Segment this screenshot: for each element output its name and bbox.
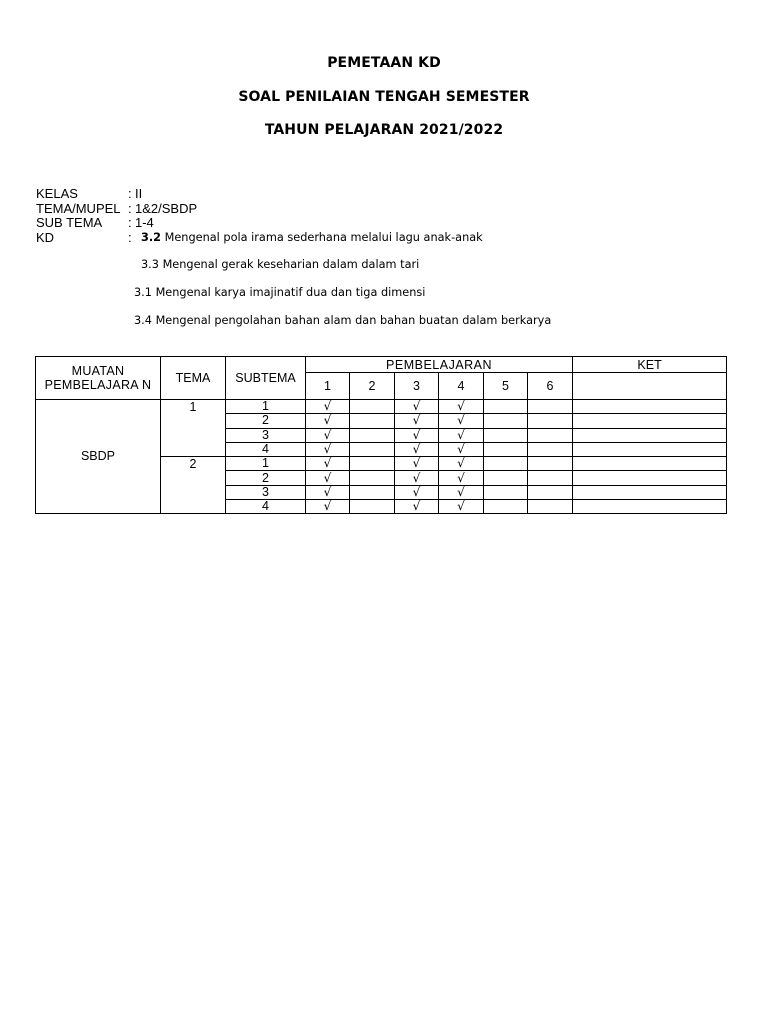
- check-cell: [484, 457, 528, 471]
- check-cell: √: [306, 442, 350, 456]
- check-cell: [528, 485, 573, 499]
- muatan-cell: SBDP: [36, 400, 161, 514]
- check-cell: √: [439, 428, 484, 442]
- check-cell: √: [395, 471, 439, 485]
- check-cell: [350, 457, 395, 471]
- check-cell: [528, 471, 573, 485]
- check-cell: [350, 485, 395, 499]
- check-cell: √: [439, 414, 484, 428]
- info-label: KD: [36, 229, 55, 245]
- header-muatan-pembelajaran: MUATAN PEMBELAJARA N: [36, 357, 161, 400]
- check-cell: [484, 414, 528, 428]
- check-cell: √: [395, 414, 439, 428]
- check-cell: √: [395, 442, 439, 456]
- table-row: [36, 400, 727, 414]
- check-cell: [350, 400, 395, 414]
- check-cell: [484, 500, 528, 514]
- info-label: SUB TEMA: [36, 215, 103, 230]
- kd-item: [141, 231, 483, 244]
- check-cell: √: [395, 400, 439, 414]
- tema-cell: 1: [161, 400, 226, 457]
- header-ket-blank: [573, 373, 727, 400]
- check-cell: [484, 442, 528, 456]
- info-value: II: [135, 186, 143, 201]
- check-cell: √: [439, 400, 484, 414]
- kd-text: Mengenal gerak keseharian dalam dalam tari: [162, 258, 420, 271]
- header-pembelajaran: PEMBELAJARAN: [306, 357, 573, 373]
- info-separator: :: [128, 200, 132, 216]
- header-pembelajaran-number: 2: [350, 373, 395, 400]
- kd-number: 3.1: [134, 286, 152, 299]
- kd-number: 3.3: [141, 258, 159, 271]
- check-cell: [350, 500, 395, 514]
- header-pembelajaran-number: 1: [306, 373, 350, 400]
- check-cell: √: [439, 485, 484, 499]
- info-separator: :: [128, 186, 132, 201]
- check-cell: √: [395, 500, 439, 514]
- ket-cell: [573, 400, 727, 414]
- subtema-cell: 1: [226, 457, 306, 471]
- header-tema: TEMA: [161, 357, 226, 400]
- check-cell: [350, 442, 395, 456]
- subtema-cell: 1: [226, 400, 306, 414]
- header-pembelajaran-number: 4: [439, 373, 484, 400]
- check-cell: [528, 442, 573, 456]
- kd-number: 3.2: [141, 231, 162, 244]
- check-cell: [528, 428, 573, 442]
- check-cell: √: [306, 457, 350, 471]
- check-cell: [350, 414, 395, 428]
- ket-cell: [573, 485, 727, 499]
- check-cell: √: [439, 457, 484, 471]
- check-cell: [484, 428, 528, 442]
- kd-number: 3.4: [134, 314, 152, 327]
- mapping-table: [35, 356, 727, 514]
- subtema-cell: 3: [226, 428, 306, 442]
- subtema-cell: 4: [226, 500, 306, 514]
- ket-cell: [573, 457, 727, 471]
- check-cell: √: [306, 400, 350, 414]
- header-ket: KET: [573, 357, 727, 373]
- kd-item: [141, 258, 419, 271]
- check-cell: √: [439, 500, 484, 514]
- academic-year-title: TAHUN PELAJARAN 2021/2022: [264, 122, 504, 138]
- info-separator: :: [128, 215, 132, 230]
- check-cell: [484, 485, 528, 499]
- ket-cell: [573, 414, 727, 428]
- check-cell: [484, 400, 528, 414]
- info-label: TEMA/MUPEL: [36, 200, 121, 216]
- check-cell: [528, 457, 573, 471]
- subtema-cell: 3: [226, 485, 306, 499]
- kd-text: Mengenal pengolahan bahan alam dan bahan buatan dalam berkarya: [155, 314, 552, 327]
- kd-text: Mengenal karya imajinatif dua dan tiga dimensi: [155, 286, 426, 299]
- info-label: KELAS: [36, 186, 78, 201]
- check-cell: √: [395, 485, 439, 499]
- check-cell: √: [306, 414, 350, 428]
- header-pembelajaran-number: 5: [484, 373, 528, 400]
- check-cell: √: [306, 471, 350, 485]
- subtema-cell: 2: [226, 414, 306, 428]
- check-cell: √: [395, 428, 439, 442]
- kd-item: [134, 286, 425, 299]
- check-cell: √: [306, 500, 350, 514]
- header-pembelajaran-number: 3: [395, 373, 439, 400]
- ket-cell: [573, 428, 727, 442]
- document-subtitle: SOAL PENILAIAN TENGAH SEMESTER: [238, 89, 530, 105]
- info-value: 1-4: [135, 215, 154, 230]
- check-cell: √: [306, 428, 350, 442]
- check-cell: √: [306, 485, 350, 499]
- header-pembelajaran-number: 6: [528, 373, 573, 400]
- tema-cell: 2: [161, 457, 226, 514]
- check-cell: [350, 471, 395, 485]
- info-separator: :: [128, 229, 132, 245]
- kd-item: [134, 314, 551, 327]
- subtema-cell: 2: [226, 471, 306, 485]
- check-cell: [528, 500, 573, 514]
- header-subtema: SUBTEMA: [226, 357, 306, 400]
- ket-cell: [573, 442, 727, 456]
- info-value: 1&2/SBDP: [135, 200, 198, 216]
- check-cell: √: [439, 471, 484, 485]
- check-cell: [528, 414, 573, 428]
- subtema-cell: 4: [226, 442, 306, 456]
- check-cell: [350, 428, 395, 442]
- check-cell: [484, 471, 528, 485]
- check-cell: √: [439, 442, 484, 456]
- document-title: PEMETAAN KD: [327, 55, 441, 71]
- check-cell: √: [395, 457, 439, 471]
- check-cell: [528, 400, 573, 414]
- ket-cell: [573, 500, 727, 514]
- kd-text: Mengenal pola irama sederhana melalui lagu anak-anak: [164, 231, 483, 244]
- ket-cell: [573, 471, 727, 485]
